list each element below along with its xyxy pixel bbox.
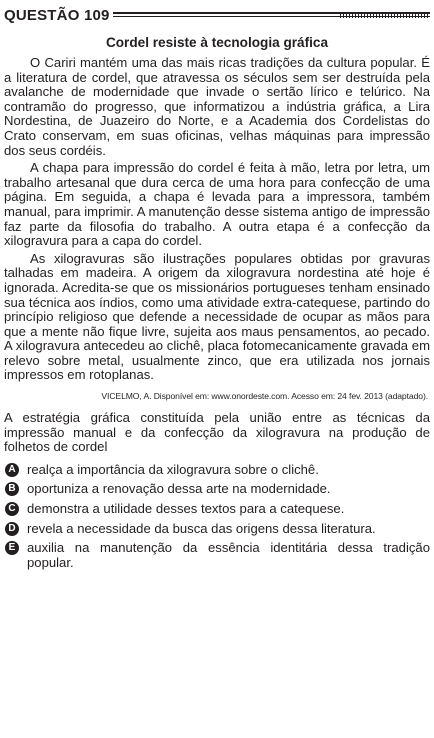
article-title: Cordel resiste à tecnologia gráfica (105, 35, 329, 50)
option-e[interactable] (4, 541, 430, 570)
option-letter-badge: B (5, 482, 19, 496)
option-b[interactable] (4, 482, 430, 497)
article-paragraph-1: O Cariri mantém uma das mais ricas tradições da cultura popular. É a literatura de cordel, que atravessa os séculos sem ser destruída pela avalanche de modernidade que invade o sertão lírico e telúrico. Na contramão do progresso, que informatizou a indústria gráfica, a Lira Nordestina, de Juazeiro do Norte, e a Academia dos Cordelistas do Crato conservam, em suas oficinas, velhas máquinas para impressão dos seus cordéis. (4, 55, 430, 158)
option-letter-badge: D (5, 522, 19, 536)
option-text: oportuniza a renovação dessa arte na modernidade. (27, 481, 331, 497)
answer-options (4, 463, 430, 571)
option-letter-badge: C (5, 502, 19, 516)
article-paragraph-2: A chapa para impressão do cordel é feita à mão, letra por letra, um trabalho artesanal que dura cerca de uma hora para confecção de uma página. Em seguida, a chapa é levada para a impressora, também manual, para imprimir. A manutenção desse sistema antigo de impressão faz parte da filosofia do trabalho. A outra etapa é a confecção da xilogravura para a capa do cordel. (4, 160, 430, 249)
question-number: QUESTÃO 109 (4, 6, 110, 24)
option-text: revela a necessidade da busca das origens dessa literatura. (27, 520, 376, 536)
article-source: VICELMO, A. Disponível em: www.onordeste.com. Acesso em: 24 fev. 2013 (adaptado). (101, 391, 428, 402)
article-body (4, 56, 430, 383)
option-d[interactable] (4, 522, 430, 537)
option-c[interactable] (4, 502, 430, 517)
article-paragraph-3: As xilogravuras são ilustrações populares obtidas por gravuras talhadas em madeira. A origem da xilogravura nordestina até hoje é ignorada. Acredita-se que os missionários portugueses tenham ensinado sua técnica aos índios, como uma atividade extra-catequese, partindo do princípio religioso que defende a necessidade de ocupar as mãos para que a mente não fique livre, sujeita aos maus pensamentos, ao pecado. A xilogravura antecedeu ao clichê, placa fotomecanicamente gravada em relevo sobre metal, usualmente zinco, que era utilizada nos jornais impressos em rotoplanas. (4, 250, 430, 383)
header-rule (113, 12, 430, 18)
option-text: demonstra a utilidade desses textos para a catequese. (27, 501, 345, 517)
header-rule-hatch (340, 12, 430, 18)
option-text: realça a importância da xilogravura sobre o clichê. (27, 461, 319, 477)
option-letter-badge: A (5, 463, 19, 477)
question-header (4, 4, 430, 26)
option-letter-badge: E (5, 541, 19, 555)
option-text: auxilia na manutenção da essência identitária dessa tradição popular. (27, 540, 430, 570)
question-stem: A estratégia gráfica constituída pela união entre as técnicas da impressão manual e da confecção da xilogravura na produção de folhetos de cordel (4, 410, 430, 455)
option-a[interactable] (4, 463, 430, 478)
